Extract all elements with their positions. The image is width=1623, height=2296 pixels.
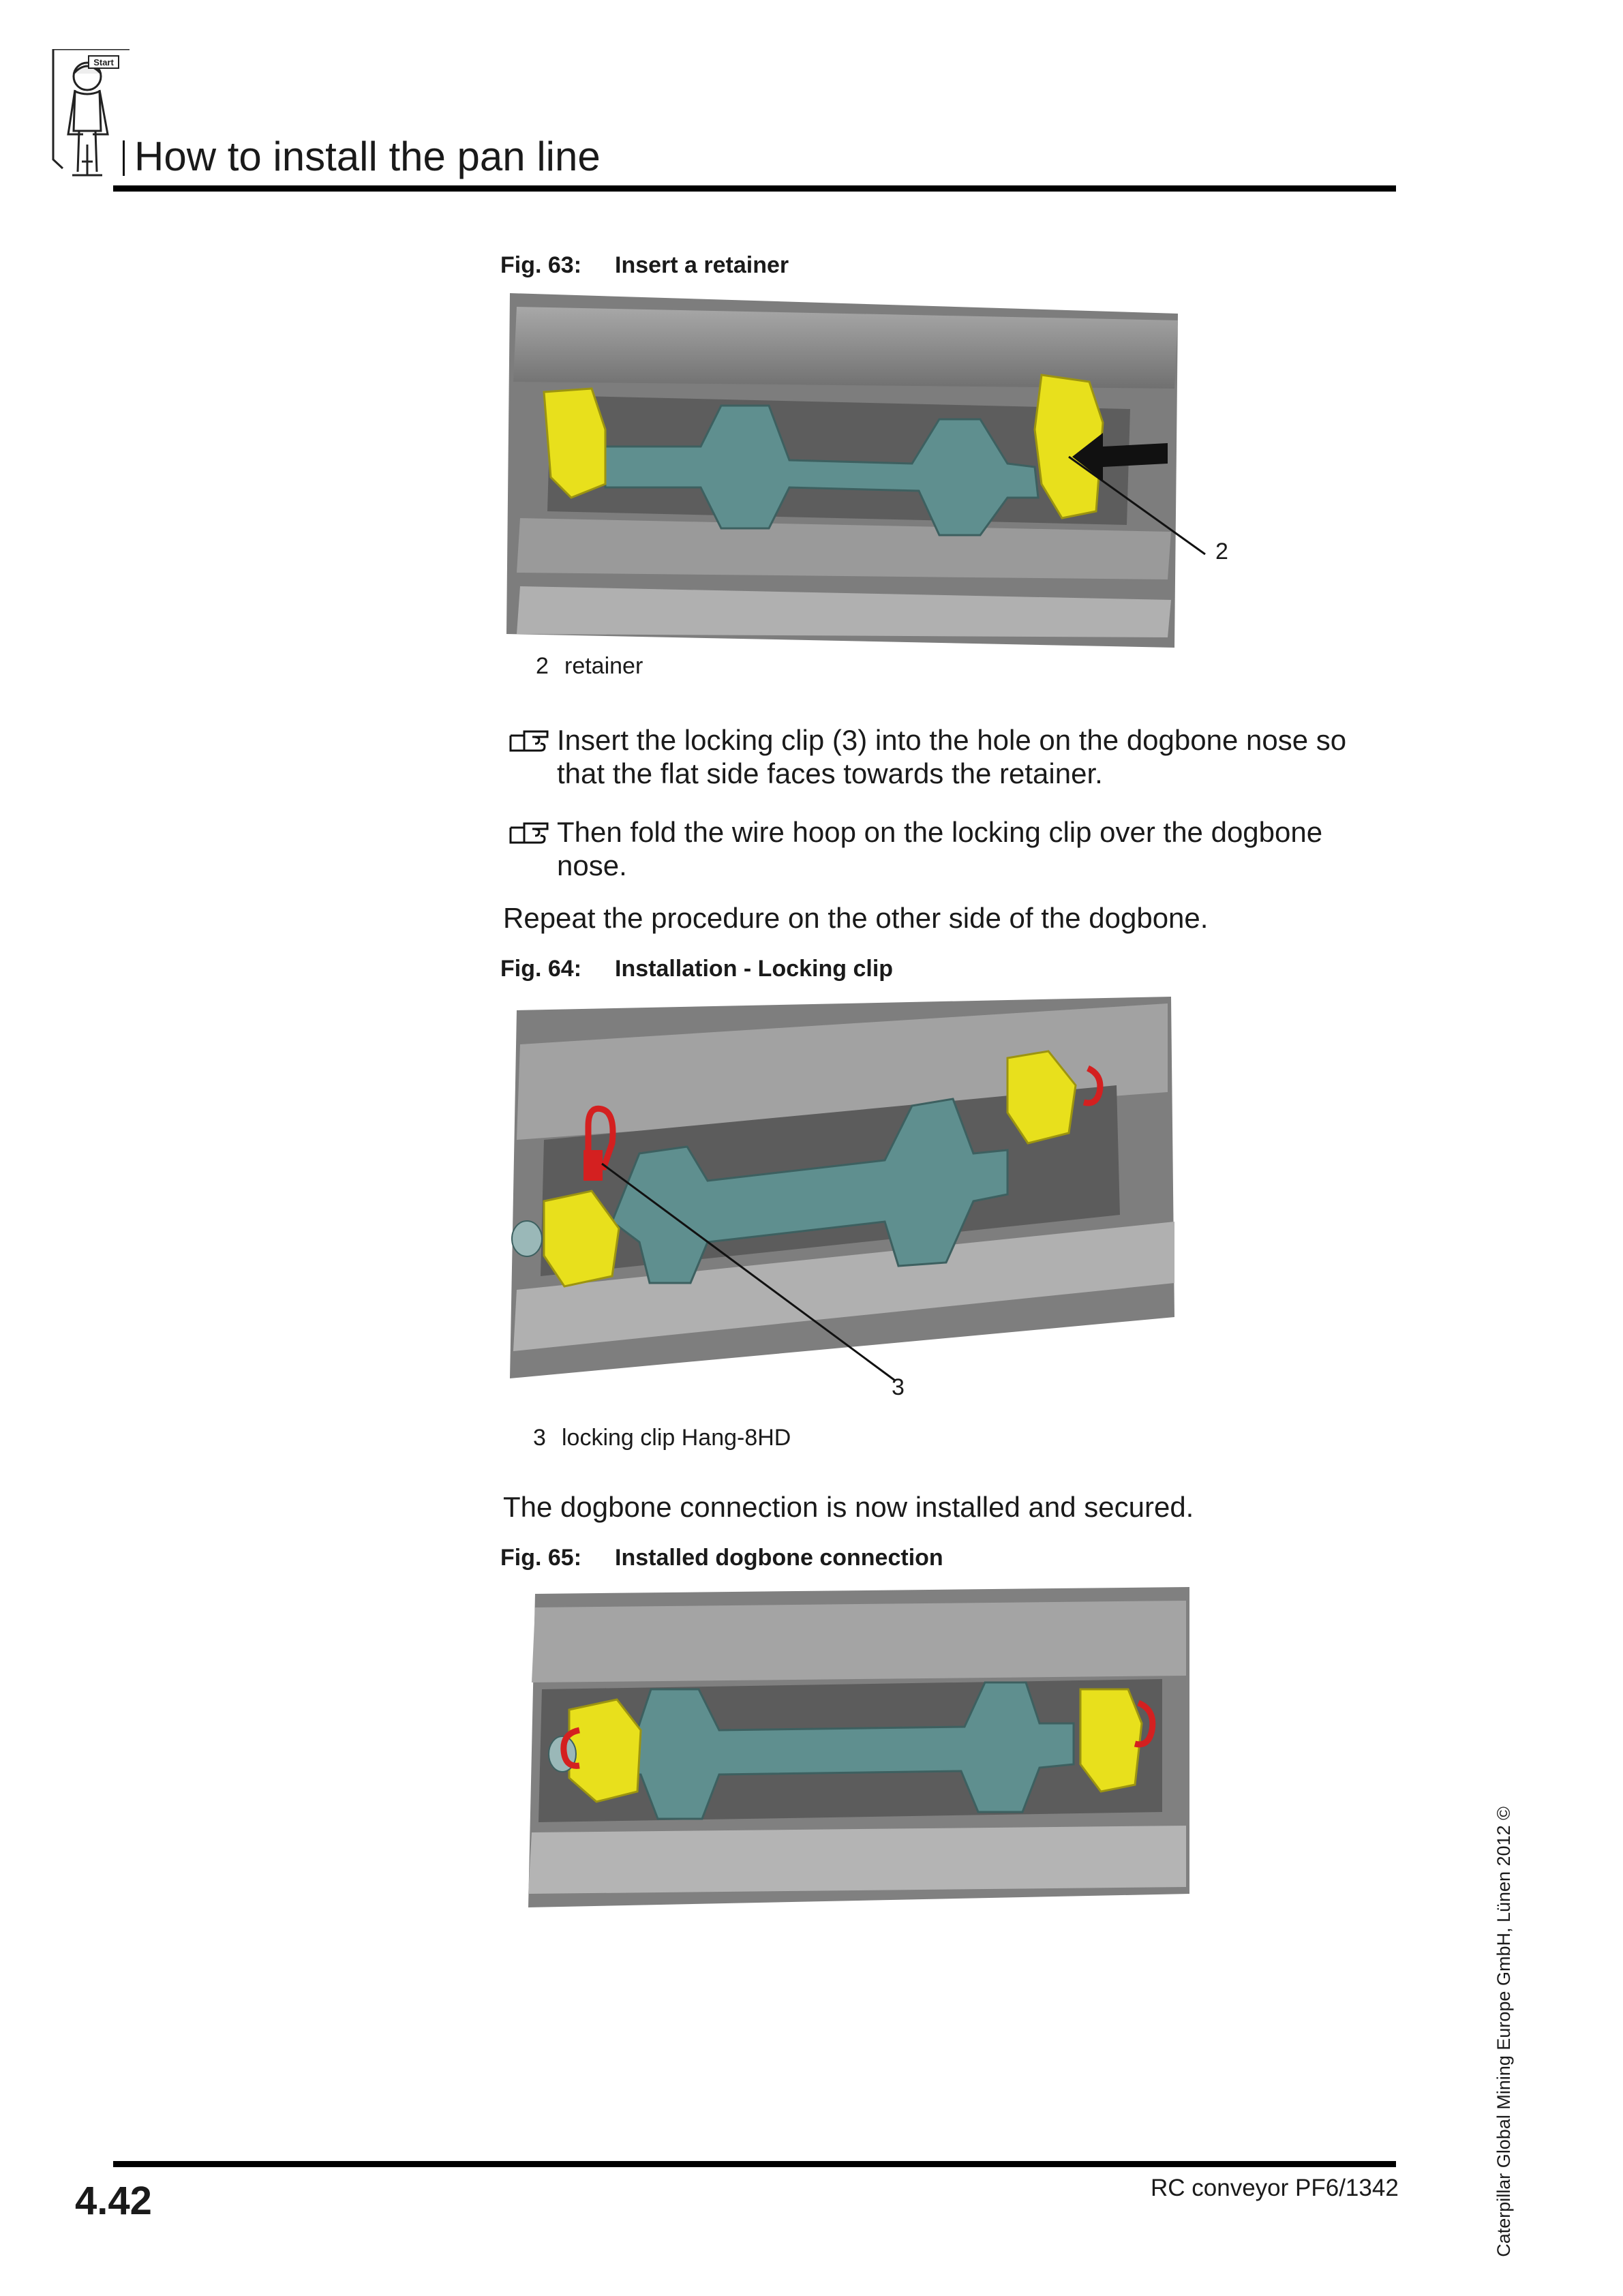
figure-63-illustration xyxy=(503,293,1253,654)
figure-63-legend: 2 retainer xyxy=(536,653,643,679)
instruction-step-2: Then fold the wire hoop on the locking clip over the dogbone nose. xyxy=(508,815,1394,882)
retainer-left xyxy=(569,1700,641,1802)
figure-64-caption: Fig. 64: Installation - Locking clip xyxy=(500,956,894,982)
pan-top-rail xyxy=(532,1601,1186,1682)
figure-65-illustration xyxy=(515,1587,1196,1914)
pan-top-rail xyxy=(513,307,1178,389)
locking-clip-left-body xyxy=(583,1150,603,1181)
figure-64-illustration xyxy=(503,997,1253,1392)
pointing-hand-icon xyxy=(508,727,550,755)
figure-64-legend: 3 locking clip Hang-8HD xyxy=(533,1425,791,1451)
instruction-step-1: Insert the locking clip (3) into the hole on the dogbone nose so that the flat side faces towards the retainer. xyxy=(508,723,1394,790)
copyright-notice: Caterpillar Global Mining Europe GmbH, Lünen 2012 © xyxy=(1493,1807,1514,2257)
pointing-hand-icon xyxy=(508,819,550,847)
callout-2-label: 2 xyxy=(1215,539,1228,564)
figure-63-caption: Fig. 63: Insert a retainer xyxy=(500,252,789,278)
worker-start-icon xyxy=(48,49,132,185)
callout-3-label: 3 xyxy=(892,1374,905,1400)
repeat-paragraph: Repeat the procedure on the other side of the dogbone. xyxy=(503,902,1209,934)
dogbone-nose xyxy=(512,1221,542,1256)
footer-rule xyxy=(113,2161,1396,2167)
document-title: RC conveyor PF6/1342 xyxy=(1151,2175,1399,2201)
start-sign-label: Start xyxy=(93,57,114,67)
page-title: How to install the pan line xyxy=(143,130,601,184)
installed-paragraph: The dogbone connection is now installed and secured. xyxy=(503,1491,1194,1523)
title-dash xyxy=(123,140,125,176)
pan-base xyxy=(528,1826,1186,1894)
figure-65-caption: Fig. 65: Installed dogbone connection xyxy=(500,1545,943,1571)
header-rule xyxy=(113,185,1396,192)
retainer-right xyxy=(1080,1689,1142,1792)
page-number: 4.42 xyxy=(75,2179,152,2223)
